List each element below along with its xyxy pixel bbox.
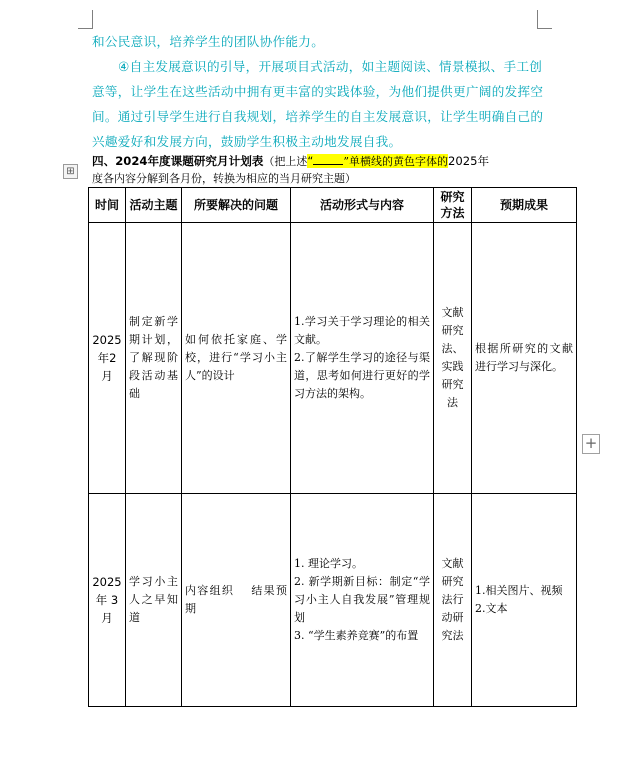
cell-theme[interactable]: 学习小主人之早知道 [126, 494, 182, 707]
result-line: 1.相关图片、视频 [475, 584, 563, 597]
table-row [89, 494, 577, 707]
cell-method[interactable]: 文献研究法行动研究法 [434, 494, 472, 707]
table-header-row [89, 188, 577, 223]
content-line: 2.了解学生学习的途径与渠道，思考如何进行更好的学习方法的架构。 [294, 351, 430, 400]
table-move-handle-icon[interactable]: ⊞ [63, 164, 78, 179]
header-time: 时间 [89, 188, 126, 223]
content-line: 1.学习关于学习理论的相关文献。 [294, 315, 430, 346]
cell-problem[interactable]: 如何依托家庭、学校，进行“学习小主人”的设计 [182, 223, 291, 494]
content-line: 3. “学生素养竞赛”的布置 [294, 629, 419, 642]
add-column-plus-icon[interactable]: + [582, 434, 600, 454]
header-problem: 所要解决的问题 [182, 188, 291, 223]
heading-title: 四、2024年度课题研究月计划表 [92, 154, 264, 168]
highlighted-instruction [307, 154, 448, 168]
content-line: 2. 新学期新目标：制定“学习小主人自我发展”管理规划 [294, 575, 430, 624]
paragraph-civic: 和公民意识，培养学生的团队协作能力。 [92, 34, 325, 49]
heading-note-open: （把上述 [263, 155, 308, 168]
crop-mark-left [78, 10, 93, 29]
result-line: 2.文本 [475, 602, 508, 615]
paragraph-self-development: ④自主发展意识的引导，开展项目式活动，如主题阅读、情景模拟、手工创意等，让学生在这些活动中拥有更丰富的实践体验，为他们提供更广阔的发挥空间。通过引导学生进行自我规划，培养学生的自主发展意识，让学生明确自己的兴趣爱好和发展方向，鼓励学生积极主动地发展自我。 [92, 59, 544, 149]
content-line: 1. 理论学习。 [294, 557, 363, 570]
cell-theme[interactable]: 制定新学期计划，了解现阶段活动基础 [126, 223, 182, 494]
quote-close: ”单横线的黄色字体的 [343, 155, 449, 168]
quote-open: “ [307, 154, 314, 168]
cell-result[interactable]: 根据所研究的文献进行学习与深化。 [472, 223, 577, 494]
cell-problem[interactable]: 内容组织 结果预期 [182, 494, 291, 707]
cell-time[interactable]: 2025年 3月 [89, 494, 126, 707]
header-result: 预期成果 [472, 188, 577, 223]
cell-time[interactable]: 2025年2月 [89, 223, 126, 494]
cell-method[interactable]: 文献研究法、实践研究法 [434, 223, 472, 494]
heading-note-year: 2025年 [448, 154, 490, 168]
header-content: 活动形式与内容 [291, 188, 434, 223]
research-plan-table [88, 187, 577, 707]
blank-underline [313, 154, 343, 165]
heading-note-rest: 度各内容分解到各月份，转换为相应的当月研究主题） [92, 172, 356, 185]
table-row [89, 223, 577, 494]
cell-result[interactable] [472, 494, 577, 707]
section-heading [92, 153, 552, 187]
header-method: 研究方法 [434, 188, 472, 223]
crop-mark-right [537, 10, 552, 29]
cell-content[interactable] [291, 223, 434, 494]
header-theme: 活动主题 [126, 188, 182, 223]
cell-content[interactable] [291, 494, 434, 707]
